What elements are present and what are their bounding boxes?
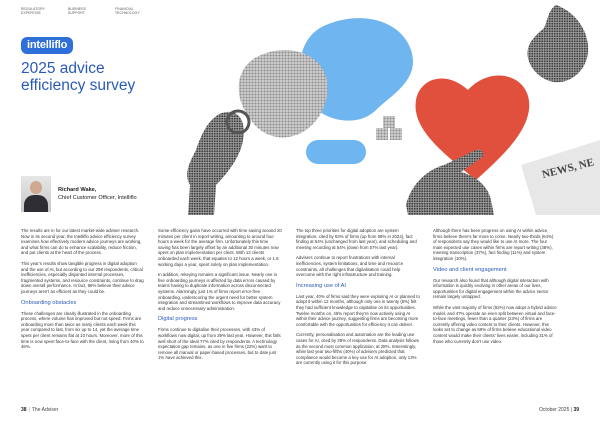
paragraph: While the vast majority of firms (92%) now adopt a hybrid advice model, and 47% operate an even split between virtual and face-to-face meetings, fewer than a quarter (23%) of firms are currently offering video content to their clients. However, this looks set to change as 69% of firms believe educational video content would make their clients' lives easier, including 31% of those who currently don't use video. — [433, 304, 557, 344]
publication-name: The Adviser — [31, 407, 59, 413]
newspaper-headline: NEWS, NE — [540, 156, 596, 181]
paragraph: Firms continue to digitalise their processes, with 43% of workflows now digital, up from 39% last year. However, this falls well short of the ideal 77% cited by respondents. A technology expectation gap remains, as one in five firms (22%) want to remove all manual or paper-based processes, but to date just 1% have achieved this. — [158, 327, 281, 361]
page-number-right: 39 — [573, 407, 579, 413]
blue-tag-shape — [306, 140, 366, 164]
paragraph: This year's results show tangible progress in digital adoption and the use of AI, but according to our 298 respondents, critical inefficiencies, especially disjointed internal processes, fragmented systems, and resource constraints, continue to drag down overall performance. In fact, 96% believe their advice journeys aren't as efficient as they could be. — [21, 260, 144, 294]
author-photo — [21, 176, 51, 212]
paragraph: Our research also found that although digital interaction with information is quickly evolving in other areas of our lives, opportunities for digital engagement within the advice sector remain largely untapped. — [433, 277, 549, 300]
paragraph: In addition, rekeying remains a significant issue. Nearly one in five onboarding journeys is affected by data errors caused by teams having to duplicate information across disconnected systems. Alarmingly, just 1% of firms report error-free onboarding, underscoring the urgent need for better system integration and streamlined workflows to improve data accuracy and reduce unnecessary administration. — [158, 272, 281, 311]
issue-date: October 2025 — [539, 407, 570, 413]
article-title: 2025 advice efficiency survey — [21, 60, 136, 94]
author-name: Richard Wake, — [58, 187, 97, 193]
footer-right: October 2025 | 39 — [539, 407, 579, 413]
paragraph: The top three priorities for digital adoption are system integration, cited by 63% of firms (up from 58% in 2024), fact finding at 54% (unchanged from last year), and scheduling and meeting recording at 54% (down from 57% last year). — [296, 228, 417, 250]
paragraph: The results are in for our latest market-wide adviser research. Now in its second year, the Intelliflo advice efficiency survey examines how effectively modern advice journeys are working, and what firms can do to enhance scalability, reduce friction, and put clients at the heart of the process. — [21, 228, 142, 256]
article-column-4 — [433, 228, 557, 349]
hero-collage — [176, 0, 600, 215]
section-heading: Video and client engagement — [433, 266, 507, 273]
section-heading: Digital progress — [158, 316, 198, 323]
paragraph: Some efficiency gains have occurred with time saving around 20 minutes per client in report writing, amounting to around four hours a week for the average firm. Unfortunately this time saving has been largely offset by an additional 30 minutes now spent on plan implementation per client. With 13 clients onboarded each week, that equates to 12 hours a week, or 1.8 working days a year, spent solely on plan implementation. — [158, 228, 282, 267]
top-navigation — [21, 7, 149, 15]
intelliflo-logo: intelliflo — [21, 37, 73, 54]
page-number-left: 38 — [21, 407, 27, 413]
paragraph: Last year, 40% of firms said they were exploring AI or planned to adopt it within 12 months, although only one in twenty (5%) felt they had sufficient knowledge to capitalise on its opportunities. Twelve months on, 46% report they're now actively using AI within their advice journey, suggesting firms are becoming more comfortable with the opportunities for efficiency it can deliver. — [296, 293, 420, 327]
footer-left: 38 | The Adviser — [21, 407, 59, 413]
article-column-3 — [296, 228, 420, 371]
nav-business[interactable]: BUSINESS SUPPORT — [68, 7, 86, 15]
author-role: Chief Customer Officer, Intelliflo — [58, 195, 137, 201]
article-column-2 — [158, 228, 282, 366]
article-column-1 — [21, 228, 145, 355]
nav-fintech[interactable]: FINANCIAL TECHNOLOGY — [115, 7, 140, 15]
paragraph: These challenges are clearly illustrated in the onboarding process, where volume has improved but not speed. Firms are onboarding more than twice as many clients each week this year compared to last, from six up to 14, yet the average time spent per client remains flat at 10 hours. Moreover, more of this time is now spent face-to-face with the client, rising from 40% to 46%. — [21, 310, 144, 350]
paragraph: Although there has been progress on using AI within advice, firms believe there's far more to come. Nearly two-thirds (64%) of respondents say they would like to use AI more. The four main expected use cases within firms are report writing (38%), meeting transcription (37%), fact finding (11%) and system integration (10%). — [433, 228, 554, 261]
section-heading: Onboarding obstacles — [21, 299, 77, 306]
section-heading: Increasing use of AI — [296, 282, 346, 289]
nav-regulatory[interactable]: REGULATORY EXPERTISE — [21, 7, 45, 15]
paragraph: Currently, personalisation and automation are the leading use cases for AI, cited by 38% of respondents. Data analysis follows as the second most common application, at 28%. Interestingly, while last year two-fifths (40%) of advisers predicted that compliance would become a key use for AI adoption, only 13% are currently using it for this purpose. — [296, 332, 419, 366]
paragraph: Advisers continue to report frustrations with internal inefficiencies, system limitations, and time and resource constraints, all challenges that digitalisation could help overcome with the right infrastructure and training. — [296, 255, 404, 278]
